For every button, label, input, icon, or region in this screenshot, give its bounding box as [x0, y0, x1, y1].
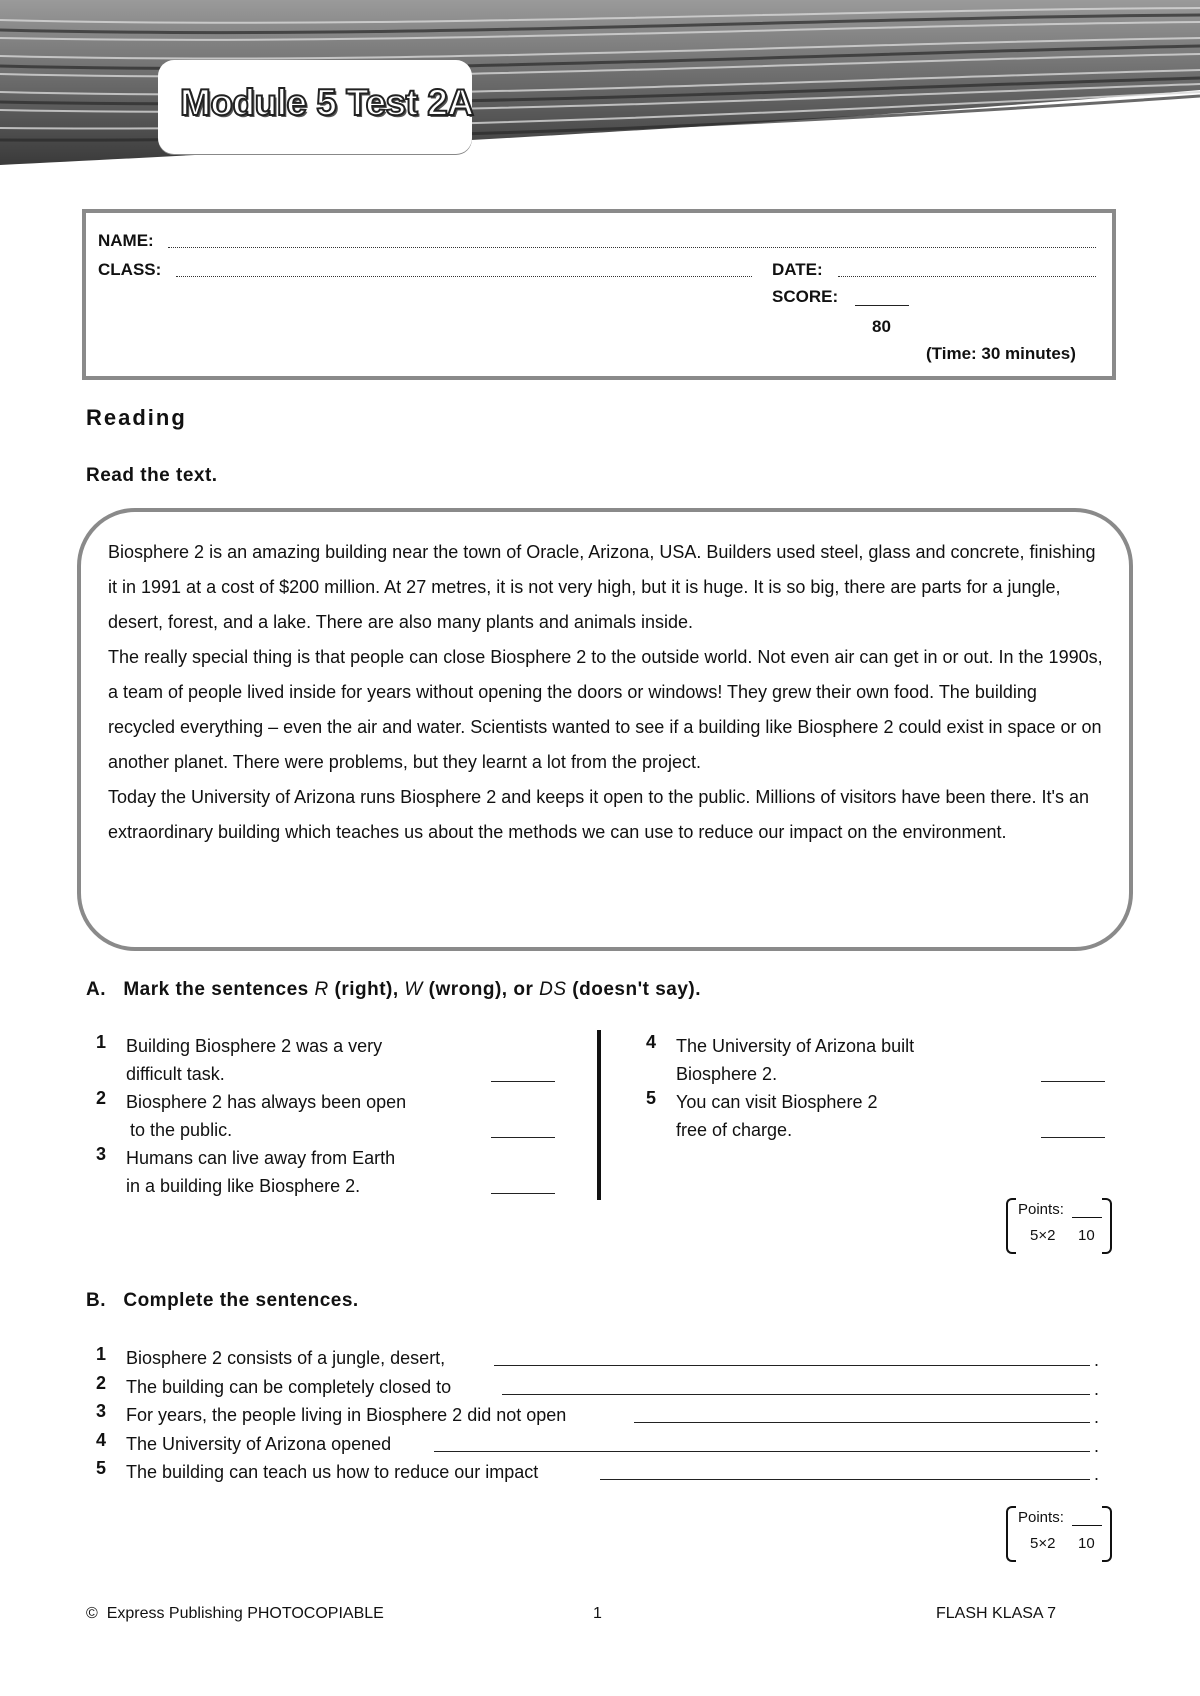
- answer-blank[interactable]: [494, 1365, 1090, 1366]
- page-title: Module 5 Test 2A: [180, 82, 474, 123]
- question-number: 4: [646, 1032, 657, 1052]
- answer-blank[interactable]: [1041, 1137, 1105, 1138]
- exercise-b-instruction: B. Complete the sentences.: [86, 1290, 359, 1311]
- answer-blank[interactable]: [491, 1193, 555, 1194]
- question-text: The University of Arizona built Biosphere 2.: [676, 1036, 915, 1084]
- question-text: You can visit Biosphere 2 free of charge.: [676, 1092, 878, 1140]
- answer-blank[interactable]: [434, 1451, 1090, 1452]
- class-label: CLASS:: [98, 260, 162, 279]
- question-text: The University of Arizona opened: [126, 1434, 392, 1454]
- time-note: (Time: 30 minutes): [926, 344, 1076, 363]
- answer-blank[interactable]: [600, 1479, 1090, 1480]
- question-text: For years, the people living in Biosphere 2 did not open: [126, 1405, 567, 1425]
- question-number: 2: [96, 1373, 107, 1393]
- exercise-a-instruction: A. Mark the sentences R (right), W (wrong), or DS (doesn't say).: [86, 979, 702, 1000]
- page-number: 1: [593, 1605, 602, 1622]
- passage-paragraph: Biosphere 2 is an amazing building near the town of Oracle, Arizona, USA. Builders used steel, glass and concrete, finishing it in 1991 at a cost of $200 million. At 27 metres, it is not very high, but it is huge. It is so big, there are parts for a jungle, desert, forest, and a lake. There are also many plants and animals inside.: [108, 542, 1096, 632]
- question-number: 3: [96, 1144, 107, 1164]
- question-text: Biosphere 2 consists of a jungle, desert,: [126, 1348, 446, 1368]
- copyright-icon: ©: [86, 1605, 98, 1622]
- passage-paragraph: The really special thing is that people can close Biosphere 2 to the outside world. Not even air can get in or out. In the 1990s, a team of people lived inside for years without opening the doors or windows! They grew their own food. The building recycled everything – even the air and water. Scientists wanted to see if a building like Biosphere 2 could exist in space or on another planet. There were problems, but they learnt a lot from the project.: [108, 647, 1103, 772]
- answer-blank[interactable]: [634, 1422, 1090, 1423]
- question-number: 4: [96, 1430, 107, 1450]
- question-number: 1: [96, 1032, 107, 1052]
- exercise-a-letter: A.: [86, 979, 106, 1000]
- name-label: NAME:: [98, 231, 154, 250]
- column-divider: [597, 1030, 601, 1200]
- class-field[interactable]: [176, 276, 752, 277]
- question-text: The building can teach us how to reduce our impact: [126, 1462, 539, 1482]
- score-label: SCORE:: [772, 287, 839, 306]
- points-box: Points: 5×2 10: [1006, 1506, 1112, 1560]
- question-text: Humans can live away from Earth in a building like Biosphere 2.: [126, 1148, 396, 1196]
- date-field[interactable]: [838, 276, 1096, 277]
- footer-right: FLASH KLASA 7: [936, 1605, 1057, 1622]
- question-text: Building Biosphere 2 was a very difficult task.: [126, 1036, 383, 1084]
- question-number: 2: [96, 1088, 107, 1108]
- question-number: 3: [96, 1401, 107, 1421]
- answer-blank[interactable]: [1041, 1081, 1105, 1082]
- reading-passage: [108, 535, 1108, 850]
- answer-blank[interactable]: [502, 1394, 1090, 1395]
- points-field[interactable]: [1072, 1525, 1102, 1526]
- question-text: Biosphere 2 has always been open to the public.: [126, 1092, 407, 1140]
- score-max: 80: [872, 317, 891, 336]
- passage-paragraph: Today the University of Arizona runs Biosphere 2 and keeps it open to the public. Millions of visitors have been there. It's an extraordinary building which teaches us about the methods we can use to reduce our impact on the environment.: [108, 787, 1089, 842]
- date-label: DATE:: [772, 260, 823, 279]
- points-field[interactable]: [1072, 1217, 1102, 1218]
- points-box: Points: 5×2 10: [1006, 1198, 1112, 1252]
- answer-blank[interactable]: [491, 1081, 555, 1082]
- question-number: 5: [646, 1088, 657, 1108]
- question-number: 5: [96, 1458, 107, 1478]
- question-text: The building can be completely closed to: [126, 1377, 452, 1397]
- exercise-b-letter: B.: [86, 1290, 106, 1311]
- name-field[interactable]: [168, 247, 1096, 248]
- score-field[interactable]: [855, 305, 909, 306]
- reading-instruction: Read the text.: [86, 465, 218, 486]
- footer-left: © Express Publishing PHOTOCOPIABLE: [86, 1605, 384, 1622]
- question-number: 1: [96, 1344, 107, 1364]
- section-heading-reading: Reading: [86, 405, 187, 430]
- answer-blank[interactable]: [491, 1137, 555, 1138]
